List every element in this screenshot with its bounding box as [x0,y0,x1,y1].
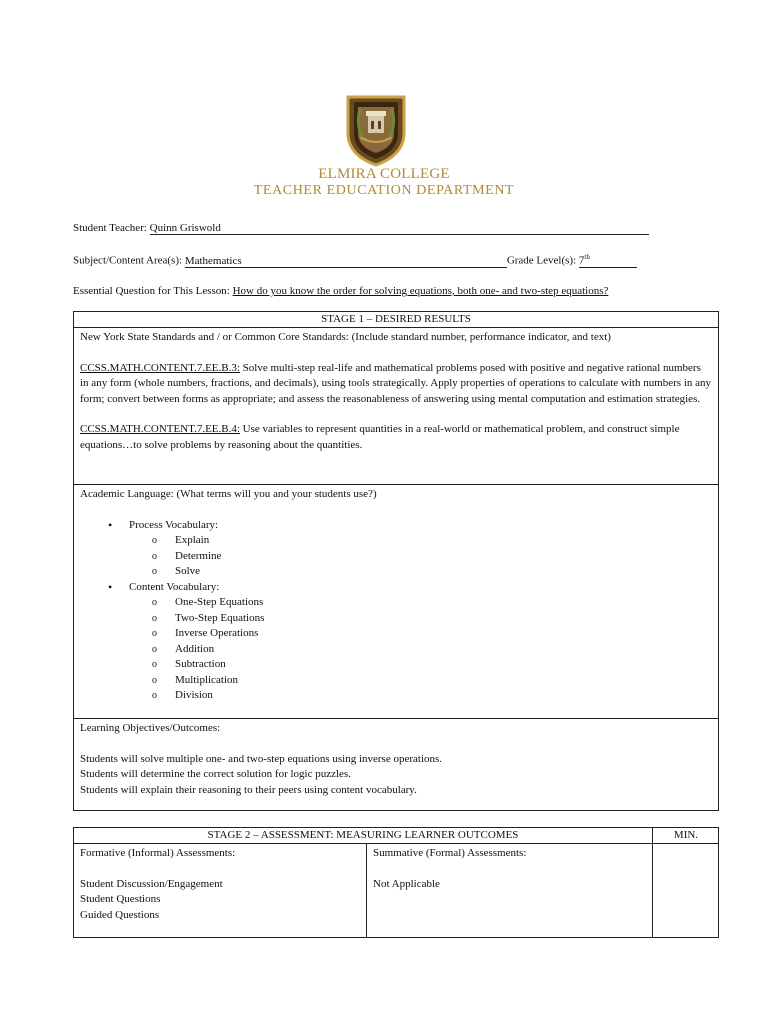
subject-value: Mathematics [184,254,242,267]
college-seal-logo [344,93,408,167]
summative-heading: Summative (Formal) Assessments: [373,847,527,859]
subject-field[interactable] [185,255,507,268]
list-item: o Explain [80,533,712,549]
essential-question-label: Essential Question for This Lesson: [73,285,230,297]
standards-heading: New York State Standards and / or Common Core Standards: (Include standard number, performance indicator, and text) [80,331,611,343]
standard-2-code: CCSS.MATH.CONTENT.7.EE.B.4: [80,423,240,435]
objectives-heading: Learning Objectives/Outcomes: [80,722,221,734]
student-teacher-label: Student Teacher: [73,222,147,234]
grade-value: 7 [578,254,585,267]
list-item: o Determine [80,549,712,565]
formative-item: Guided Questions [80,908,160,921]
stage1-table [73,311,719,811]
list-item: o Addition [80,642,712,658]
academic-language-section [74,485,718,719]
summative-cell [366,844,652,937]
list-item: o Subtraction [80,657,712,673]
list-item: o Solve [80,564,712,580]
objective-item: Students will explain their reasoning to their peers using content vocabulary. [80,783,417,796]
standard-1 [80,361,712,408]
list-item: o Division [80,688,712,704]
essential-question-row [73,285,608,297]
formative-cell [74,844,366,937]
list-item: o One-Step Equations [80,595,712,611]
list-item: o Multiplication [80,673,712,689]
standard-2 [80,422,712,453]
objective-item: Students will solve multiple one- and two-step equations using inverse operations. [80,752,443,765]
student-teacher-row [73,222,649,235]
standards-section [74,328,718,485]
student-teacher-value: Quinn Griswold [149,222,221,234]
formative-item: Student Questions [80,893,161,905]
summative-item: Not Applicable [373,877,440,890]
grade-suffix: th [584,253,590,261]
formative-item: Student Discussion/Engagement [80,877,223,890]
student-teacher-field[interactable] [150,222,649,235]
standard-1-code: CCSS.MATH.CONTENT.7.EE.B.3: [80,361,240,374]
essential-question-value: How do you know the order for solving equations, both one- and two-step equations? [232,285,609,297]
objectives-section [74,719,718,800]
stage2-title: STAGE 2 – ASSESSMENT: MEASURING LEARNER OUTCOMES [74,828,652,844]
standard-2-text: Use variables to represent quantities in a real-world or mathematical problem, and construct simple equations…to solve problems by reasoning about the quantities. [80,423,680,451]
subject-row [73,253,637,268]
standard-1-text: Solve multi-step real-life and mathematical problems posed with positive and negative rational numbers in any form (whole numbers, fractions, and decimals), using tools strategically. Apply properties of operations to calculate with numbers in any form; convert between forms as appropriate; and assess the reasonableness of answering using mental computation and estimation strategies. [80,361,712,405]
academic-language-heading: Academic Language: (What terms will you and your students use?) [80,488,377,500]
list-item: o Inverse Operations [80,626,712,642]
minutes-cell [652,844,719,937]
grade-label: Grade Level(s): [506,254,577,267]
stage1-title: STAGE 1 – DESIRED RESULTS [74,312,718,328]
process-vocabulary-label: • Process Vocabulary: [80,518,712,534]
content-vocabulary-label: • Content Vocabulary: [80,580,712,596]
college-name: ELMIRA COLLEGE [318,166,450,182]
formative-heading: Formative (Informal) Assessments: [80,847,236,859]
department-name: TEACHER EDUCATION DEPARTMENT [253,183,515,198]
vocabulary-list [80,518,712,704]
minutes-header: MIN. [652,828,719,844]
list-item: o Two-Step Equations [80,611,712,627]
stage2-table [73,827,719,938]
subject-label: Subject/Content Area(s): [73,254,183,267]
objective-item: Students will determine the correct solution for logic puzzles. [80,768,351,780]
grade-field[interactable] [579,253,637,268]
